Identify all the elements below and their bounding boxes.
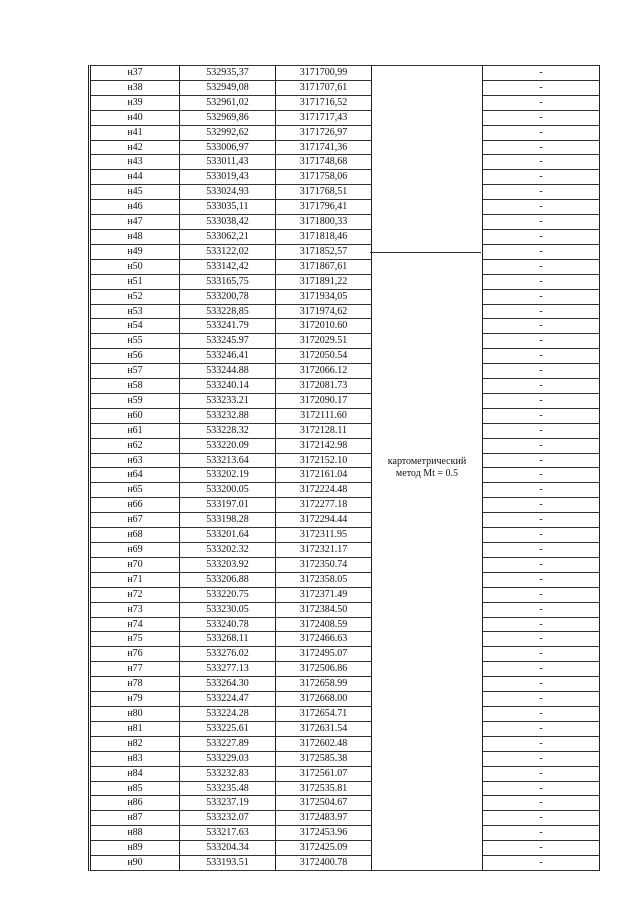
table-row xyxy=(90,215,600,230)
y-coordinate-cell: 3171716,52 xyxy=(276,95,372,110)
point-id-cell: н53 xyxy=(90,304,180,319)
dash-cell: - xyxy=(483,677,600,692)
table-row xyxy=(90,200,600,215)
table-row xyxy=(90,721,600,736)
y-coordinate-cell: 3172506.86 xyxy=(276,662,372,677)
point-id-cell: н70 xyxy=(90,557,180,572)
table-row xyxy=(90,95,600,110)
point-id-cell: н79 xyxy=(90,692,180,707)
y-coordinate-cell: 3172425.09 xyxy=(276,841,372,856)
y-coordinate-cell: 3172495.07 xyxy=(276,647,372,662)
dash-cell: - xyxy=(483,319,600,334)
x-coordinate-cell: 533230.05 xyxy=(180,602,276,617)
point-id-cell: н80 xyxy=(90,706,180,721)
table-row xyxy=(90,423,600,438)
y-coordinate-cell: 3172050.54 xyxy=(276,349,372,364)
point-id-cell: н47 xyxy=(90,215,180,230)
y-coordinate-cell: 3171707,61 xyxy=(276,80,372,95)
y-coordinate-cell: 3172128.11 xyxy=(276,423,372,438)
dash-cell: - xyxy=(483,796,600,811)
table-row xyxy=(90,274,600,289)
table-row xyxy=(90,393,600,408)
point-id-cell: н51 xyxy=(90,274,180,289)
coordinates-table-body xyxy=(90,66,600,871)
dash-cell: - xyxy=(483,80,600,95)
x-coordinate-cell: 533220.75 xyxy=(180,587,276,602)
dash-cell: - xyxy=(483,856,600,871)
dash-cell: - xyxy=(483,244,600,259)
y-coordinate-cell: 3172277.18 xyxy=(276,498,372,513)
x-coordinate-cell: 533142,42 xyxy=(180,259,276,274)
coordinates-table xyxy=(88,65,600,871)
x-coordinate-cell: 533237.19 xyxy=(180,796,276,811)
x-coordinate-cell: 533240.78 xyxy=(180,617,276,632)
point-id-cell: н54 xyxy=(90,319,180,334)
x-coordinate-cell: 533197.01 xyxy=(180,498,276,513)
y-coordinate-cell: 3172350.74 xyxy=(276,557,372,572)
table-row xyxy=(90,125,600,140)
point-id-cell: н63 xyxy=(90,453,180,468)
x-coordinate-cell: 533232.07 xyxy=(180,811,276,826)
point-id-cell: н84 xyxy=(90,766,180,781)
table-row xyxy=(90,498,600,513)
point-id-cell: н78 xyxy=(90,677,180,692)
dash-cell: - xyxy=(483,543,600,558)
y-coordinate-cell: 3172631.54 xyxy=(276,721,372,736)
y-coordinate-cell: 3171800,33 xyxy=(276,215,372,230)
dash-cell: - xyxy=(483,751,600,766)
table-row xyxy=(90,647,600,662)
point-id-cell: н90 xyxy=(90,856,180,871)
point-id-cell: н68 xyxy=(90,528,180,543)
point-id-cell: н88 xyxy=(90,826,180,841)
x-coordinate-cell: 533224.47 xyxy=(180,692,276,707)
table-row xyxy=(90,841,600,856)
y-coordinate-cell: 3171748,68 xyxy=(276,155,372,170)
y-coordinate-cell: 3172066.12 xyxy=(276,364,372,379)
table-row xyxy=(90,781,600,796)
dash-cell: - xyxy=(483,170,600,185)
table-row xyxy=(90,110,600,125)
dash-cell: - xyxy=(483,289,600,304)
table-row xyxy=(90,155,600,170)
dash-cell: - xyxy=(483,826,600,841)
table-row xyxy=(90,602,600,617)
dash-cell: - xyxy=(483,841,600,856)
x-coordinate-cell: 533245.97 xyxy=(180,334,276,349)
table-row xyxy=(90,572,600,587)
y-coordinate-cell: 3172010.60 xyxy=(276,319,372,334)
point-id-cell: н71 xyxy=(90,572,180,587)
dash-cell: - xyxy=(483,781,600,796)
point-id-cell: н73 xyxy=(90,602,180,617)
y-coordinate-cell: 3172142.98 xyxy=(276,438,372,453)
table-row xyxy=(90,379,600,394)
y-coordinate-cell: 3171974,62 xyxy=(276,304,372,319)
point-id-cell: н40 xyxy=(90,110,180,125)
point-id-cell: н69 xyxy=(90,543,180,558)
y-coordinate-cell: 3172466.63 xyxy=(276,632,372,647)
x-coordinate-cell: 533062,21 xyxy=(180,229,276,244)
dash-cell: - xyxy=(483,513,600,528)
y-coordinate-cell: 3171934,05 xyxy=(276,289,372,304)
y-coordinate-cell: 3171700,99 xyxy=(276,66,372,81)
point-id-cell: н81 xyxy=(90,721,180,736)
table-row xyxy=(90,170,600,185)
y-coordinate-cell: 3171726,97 xyxy=(276,125,372,140)
point-id-cell: н49 xyxy=(90,244,180,259)
y-coordinate-cell: 3172161.04 xyxy=(276,468,372,483)
y-coordinate-cell: 3171796,41 xyxy=(276,200,372,215)
table-row xyxy=(90,468,600,483)
y-coordinate-cell: 3172483.97 xyxy=(276,811,372,826)
point-id-cell: н75 xyxy=(90,632,180,647)
x-coordinate-cell: 533225.61 xyxy=(180,721,276,736)
x-coordinate-cell: 533201.64 xyxy=(180,528,276,543)
table-row xyxy=(90,319,600,334)
point-id-cell: н74 xyxy=(90,617,180,632)
x-coordinate-cell: 533235.48 xyxy=(180,781,276,796)
point-id-cell: н65 xyxy=(90,483,180,498)
dash-cell: - xyxy=(483,453,600,468)
dash-cell: - xyxy=(483,811,600,826)
dash-cell: - xyxy=(483,379,600,394)
y-coordinate-cell: 3172358.05 xyxy=(276,572,372,587)
point-id-cell: н37 xyxy=(90,66,180,81)
point-id-cell: н67 xyxy=(90,513,180,528)
y-coordinate-cell: 3172658.99 xyxy=(276,677,372,692)
y-coordinate-cell: 3171758,06 xyxy=(276,170,372,185)
y-coordinate-cell: 3172453.96 xyxy=(276,826,372,841)
dash-cell: - xyxy=(483,647,600,662)
table-row xyxy=(90,80,600,95)
y-coordinate-cell: 3172535.81 xyxy=(276,781,372,796)
y-coordinate-cell: 3171768,51 xyxy=(276,185,372,200)
table-row xyxy=(90,364,600,379)
y-coordinate-cell: 3172585.38 xyxy=(276,751,372,766)
point-id-cell: н57 xyxy=(90,364,180,379)
x-coordinate-cell: 533276.02 xyxy=(180,647,276,662)
x-coordinate-cell: 533206.88 xyxy=(180,572,276,587)
table-row xyxy=(90,662,600,677)
table-row xyxy=(90,334,600,349)
y-coordinate-cell: 3171891,22 xyxy=(276,274,372,289)
point-id-cell: н86 xyxy=(90,796,180,811)
x-coordinate-cell: 533228,85 xyxy=(180,304,276,319)
y-coordinate-cell: 3172090.17 xyxy=(276,393,372,408)
point-id-cell: н82 xyxy=(90,736,180,751)
x-coordinate-cell: 533200,78 xyxy=(180,289,276,304)
y-coordinate-cell: 3172504.67 xyxy=(276,796,372,811)
point-id-cell: н55 xyxy=(90,334,180,349)
x-coordinate-cell: 533011,43 xyxy=(180,155,276,170)
x-coordinate-cell: 533200.05 xyxy=(180,483,276,498)
point-id-cell: н46 xyxy=(90,200,180,215)
table-row xyxy=(90,483,600,498)
x-coordinate-cell: 532969,86 xyxy=(180,110,276,125)
table-row xyxy=(90,587,600,602)
x-coordinate-cell: 533277.13 xyxy=(180,662,276,677)
point-id-cell: н48 xyxy=(90,229,180,244)
table-row xyxy=(90,229,600,244)
x-coordinate-cell: 533204.34 xyxy=(180,841,276,856)
point-id-cell: н43 xyxy=(90,155,180,170)
point-id-cell: н45 xyxy=(90,185,180,200)
x-coordinate-cell: 533240.14 xyxy=(180,379,276,394)
y-coordinate-cell: 3172311.95 xyxy=(276,528,372,543)
y-coordinate-cell: 3171741,36 xyxy=(276,140,372,155)
table-row xyxy=(90,826,600,841)
table-row xyxy=(90,677,600,692)
y-coordinate-cell: 3171852,57 xyxy=(276,244,372,259)
point-id-cell: н41 xyxy=(90,125,180,140)
y-coordinate-cell: 3172224.48 xyxy=(276,483,372,498)
y-coordinate-cell: 3172408.59 xyxy=(276,617,372,632)
point-id-cell: н76 xyxy=(90,647,180,662)
x-coordinate-cell: 532935,37 xyxy=(180,66,276,81)
x-coordinate-cell: 533220.09 xyxy=(180,438,276,453)
point-id-cell: н42 xyxy=(90,140,180,155)
point-id-cell: н50 xyxy=(90,259,180,274)
dash-cell: - xyxy=(483,274,600,289)
x-coordinate-cell: 533203.92 xyxy=(180,557,276,572)
dash-cell: - xyxy=(483,766,600,781)
x-coordinate-cell: 533233.21 xyxy=(180,393,276,408)
point-id-cell: н83 xyxy=(90,751,180,766)
x-coordinate-cell: 533227.89 xyxy=(180,736,276,751)
y-coordinate-cell: 3171867,61 xyxy=(276,259,372,274)
x-coordinate-cell: 533202.19 xyxy=(180,468,276,483)
x-coordinate-cell: 533213.64 xyxy=(180,453,276,468)
point-id-cell: н62 xyxy=(90,438,180,453)
y-coordinate-cell: 3172602.48 xyxy=(276,736,372,751)
x-coordinate-cell: 533122,02 xyxy=(180,244,276,259)
x-coordinate-cell: 533024,93 xyxy=(180,185,276,200)
x-coordinate-cell: 533241.79 xyxy=(180,319,276,334)
y-coordinate-cell: 3172384.50 xyxy=(276,602,372,617)
dash-cell: - xyxy=(483,304,600,319)
x-coordinate-cell: 533228.32 xyxy=(180,423,276,438)
x-coordinate-cell: 533229.03 xyxy=(180,751,276,766)
x-coordinate-cell: 533268.11 xyxy=(180,632,276,647)
dash-cell: - xyxy=(483,140,600,155)
table-row xyxy=(90,796,600,811)
table-row xyxy=(90,349,600,364)
x-coordinate-cell: 532992,62 xyxy=(180,125,276,140)
y-coordinate-cell: 3172081.73 xyxy=(276,379,372,394)
table-row xyxy=(90,513,600,528)
x-coordinate-cell: 533035,11 xyxy=(180,200,276,215)
dash-cell: - xyxy=(483,155,600,170)
point-id-cell: н72 xyxy=(90,587,180,602)
point-id-cell: н39 xyxy=(90,95,180,110)
table-row xyxy=(90,766,600,781)
dash-cell: - xyxy=(483,692,600,707)
dash-cell: - xyxy=(483,229,600,244)
x-coordinate-cell: 533217.63 xyxy=(180,826,276,841)
dash-cell: - xyxy=(483,393,600,408)
x-coordinate-cell: 533232.88 xyxy=(180,408,276,423)
method-line-2: метод Mt = 0.5 xyxy=(395,467,459,479)
dash-cell: - xyxy=(483,200,600,215)
point-id-cell: н89 xyxy=(90,841,180,856)
point-id-cell: н77 xyxy=(90,662,180,677)
point-id-cell: н38 xyxy=(90,80,180,95)
table-row xyxy=(90,408,600,423)
x-coordinate-cell: 533264.30 xyxy=(180,677,276,692)
point-id-cell: н85 xyxy=(90,781,180,796)
point-id-cell: н56 xyxy=(90,349,180,364)
table-row xyxy=(90,736,600,751)
method-cell xyxy=(372,66,483,871)
table-row xyxy=(90,811,600,826)
dash-cell: - xyxy=(483,349,600,364)
x-coordinate-cell: 533165,75 xyxy=(180,274,276,289)
dash-cell: - xyxy=(483,587,600,602)
y-coordinate-cell: 3172561.07 xyxy=(276,766,372,781)
x-coordinate-cell: 533006,97 xyxy=(180,140,276,155)
table-row xyxy=(90,289,600,304)
point-id-cell: н64 xyxy=(90,468,180,483)
table-row xyxy=(90,617,600,632)
dash-cell: - xyxy=(483,334,600,349)
y-coordinate-cell: 3172152.10 xyxy=(276,453,372,468)
dash-cell: - xyxy=(483,110,600,125)
y-coordinate-cell: 3172111.60 xyxy=(276,408,372,423)
y-coordinate-cell: 3171717,43 xyxy=(276,110,372,125)
point-id-cell: н61 xyxy=(90,423,180,438)
point-id-cell: н59 xyxy=(90,393,180,408)
dash-cell: - xyxy=(483,259,600,274)
table-row xyxy=(90,259,600,274)
method-column-separator xyxy=(370,252,481,253)
y-coordinate-cell: 3172294.44 xyxy=(276,513,372,528)
y-coordinate-cell: 3172400.78 xyxy=(276,856,372,871)
dash-cell: - xyxy=(483,364,600,379)
dash-cell: - xyxy=(483,557,600,572)
y-coordinate-cell: 3172654.71 xyxy=(276,706,372,721)
table-row xyxy=(90,692,600,707)
point-id-cell: н60 xyxy=(90,408,180,423)
dash-cell: - xyxy=(483,66,600,81)
point-id-cell: н87 xyxy=(90,811,180,826)
dash-cell: - xyxy=(483,662,600,677)
table-row xyxy=(90,140,600,155)
x-coordinate-cell: 533193.51 xyxy=(180,856,276,871)
x-coordinate-cell: 533224.28 xyxy=(180,706,276,721)
point-id-cell: н58 xyxy=(90,379,180,394)
x-coordinate-cell: 533244.88 xyxy=(180,364,276,379)
dash-cell: - xyxy=(483,632,600,647)
y-coordinate-cell: 3172029.51 xyxy=(276,334,372,349)
dash-cell: - xyxy=(483,185,600,200)
x-coordinate-cell: 533246.41 xyxy=(180,349,276,364)
dash-cell: - xyxy=(483,468,600,483)
table-row xyxy=(90,185,600,200)
table-row xyxy=(90,453,600,468)
dash-cell: - xyxy=(483,408,600,423)
point-id-cell: н44 xyxy=(90,170,180,185)
dash-cell: - xyxy=(483,438,600,453)
dash-cell: - xyxy=(483,215,600,230)
dash-cell: - xyxy=(483,95,600,110)
x-coordinate-cell: 533038,42 xyxy=(180,215,276,230)
y-coordinate-cell: 3172371.49 xyxy=(276,587,372,602)
y-coordinate-cell: 3171818,46 xyxy=(276,229,372,244)
table-row xyxy=(90,66,600,81)
dash-cell: - xyxy=(483,125,600,140)
dash-cell: - xyxy=(483,617,600,632)
dash-cell: - xyxy=(483,498,600,513)
table-row xyxy=(90,856,600,871)
method-line-1: картометрический xyxy=(387,455,467,467)
table-row xyxy=(90,706,600,721)
table-row xyxy=(90,528,600,543)
table-row xyxy=(90,557,600,572)
table-row xyxy=(90,543,600,558)
table-row xyxy=(90,244,600,259)
table-row xyxy=(90,438,600,453)
dash-cell: - xyxy=(483,483,600,498)
dash-cell: - xyxy=(483,706,600,721)
table-row xyxy=(90,304,600,319)
point-id-cell: н52 xyxy=(90,289,180,304)
dash-cell: - xyxy=(483,528,600,543)
table-row xyxy=(90,632,600,647)
y-coordinate-cell: 3172321.17 xyxy=(276,543,372,558)
x-coordinate-cell: 533019,43 xyxy=(180,170,276,185)
table-row xyxy=(90,751,600,766)
y-coordinate-cell: 3172668.00 xyxy=(276,692,372,707)
x-coordinate-cell: 532961,02 xyxy=(180,95,276,110)
dash-cell: - xyxy=(483,736,600,751)
x-coordinate-cell: 532949,08 xyxy=(180,80,276,95)
method-text xyxy=(388,456,466,480)
dash-cell: - xyxy=(483,721,600,736)
x-coordinate-cell: 533232.83 xyxy=(180,766,276,781)
dash-cell: - xyxy=(483,423,600,438)
dash-cell: - xyxy=(483,572,600,587)
x-coordinate-cell: 533198.28 xyxy=(180,513,276,528)
dash-cell: - xyxy=(483,602,600,617)
point-id-cell: н66 xyxy=(90,498,180,513)
x-coordinate-cell: 533202.32 xyxy=(180,543,276,558)
